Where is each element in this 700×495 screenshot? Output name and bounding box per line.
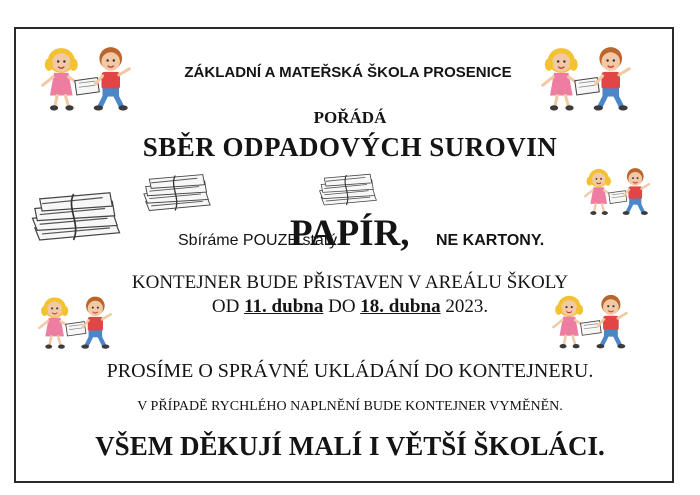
year: 2023. xyxy=(445,296,489,317)
collect-prefix: Sbíráme POUZE starý xyxy=(178,232,338,249)
newspaper-stack-icon xyxy=(142,172,212,214)
date-range xyxy=(0,296,700,318)
from-date: 11. dubna xyxy=(244,296,324,317)
to-word: DO xyxy=(328,296,356,317)
material-word: PAPÍR, xyxy=(290,213,410,254)
organizes-label: POŘÁDÁ xyxy=(313,108,387,127)
newspaper-stack-icon xyxy=(30,190,122,244)
replacement-note: V PŘÍPADĚ RYCHLÉHO NAPLNĚNÍ BUDE KONTEJNER VYMĚNĚN. xyxy=(137,399,563,414)
to-date: 18. dubna xyxy=(360,296,441,317)
thanks-line: VŠEM DĚKUJÍ MALÍ I VĚTŠÍ ŠKOLÁCI. xyxy=(95,431,605,461)
from-word: OD xyxy=(211,296,240,317)
exclusion-note: NE KARTONY. xyxy=(436,232,545,249)
event-title: SBĚR ODPADOVÝCH SUROVIN xyxy=(142,132,558,162)
newspaper-stack-icon xyxy=(318,172,378,208)
proper-storage-note: PROSÍME O SPRÁVNÉ UKLÁDÁNÍ DO KONTEJNERU. xyxy=(106,360,594,382)
container-location: KONTEJNER BUDE PŘISTAVEN V AREÁLU ŠKOLY xyxy=(131,272,569,293)
school-name: ZÁKLADNÍ A MATEŘSKÁ ŠKOLA PROSENICE xyxy=(184,64,512,81)
children-carrying-newspaper-icon xyxy=(582,165,652,217)
